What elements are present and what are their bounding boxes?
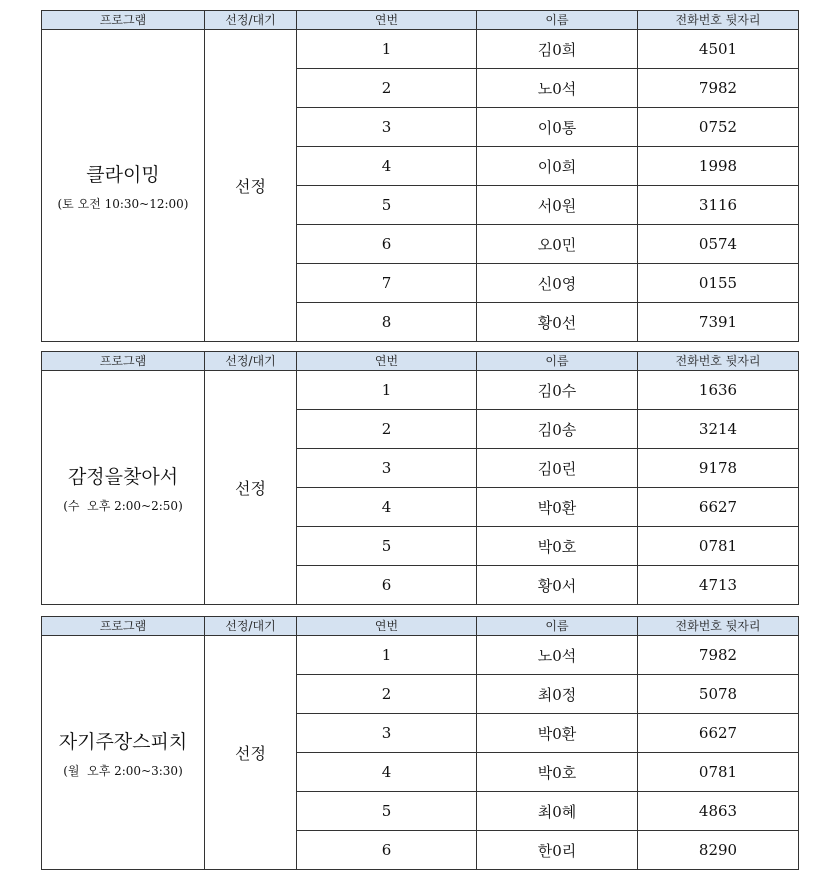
- table-header-row: [42, 352, 799, 371]
- row-name: 최0정: [477, 675, 638, 714]
- row-name: 한0리: [477, 831, 638, 870]
- row-phone: 5078: [638, 675, 799, 714]
- row-number: 8: [297, 303, 477, 342]
- table-row: [42, 636, 799, 675]
- row-phone: 6627: [638, 488, 799, 527]
- row-phone: 3116: [638, 186, 799, 225]
- row-number: 4: [297, 488, 477, 527]
- program-table-speech: [41, 616, 799, 870]
- row-number: 1: [297, 30, 477, 69]
- row-phone: 7391: [638, 303, 799, 342]
- row-phone: 4501: [638, 30, 799, 69]
- header-number: 연번: [297, 617, 477, 636]
- row-phone: 1636: [638, 371, 799, 410]
- program-time: (월 오후 2:00~3:30): [63, 763, 183, 778]
- row-number: 2: [297, 410, 477, 449]
- header-name: 이름: [477, 617, 638, 636]
- program-time: (토 오전 10:30~12:00): [57, 196, 189, 211]
- row-name: 최0혜: [477, 792, 638, 831]
- row-phone: 3214: [638, 410, 799, 449]
- table-row: [42, 371, 799, 410]
- row-phone: 1998: [638, 147, 799, 186]
- row-number: 1: [297, 636, 477, 675]
- row-phone: 4863: [638, 792, 799, 831]
- program-cell: [42, 371, 205, 605]
- row-name: 이0통: [477, 108, 638, 147]
- row-number: 3: [297, 449, 477, 488]
- row-phone: 0781: [638, 527, 799, 566]
- table-header-row: [42, 11, 799, 30]
- header-program: 프로그램: [42, 617, 205, 636]
- row-name: 오0민: [477, 225, 638, 264]
- header-phone: 전화번호 뒷자리: [638, 352, 799, 371]
- program-title: 자기주장스피치: [58, 730, 188, 753]
- row-number: 3: [297, 714, 477, 753]
- row-name: 노0석: [477, 636, 638, 675]
- row-name: 황0선: [477, 303, 638, 342]
- row-number: 6: [297, 831, 477, 870]
- row-number: 5: [297, 527, 477, 566]
- row-number: 6: [297, 225, 477, 264]
- row-number: 4: [297, 147, 477, 186]
- table-header-row: [42, 617, 799, 636]
- header-number: 연번: [297, 11, 477, 30]
- row-number: 7: [297, 264, 477, 303]
- program-table-climbing: [41, 10, 799, 342]
- row-number: 4: [297, 753, 477, 792]
- row-phone: 0155: [638, 264, 799, 303]
- row-number: 5: [297, 186, 477, 225]
- row-phone: 0752: [638, 108, 799, 147]
- header-program: 프로그램: [42, 11, 205, 30]
- row-phone: 0574: [638, 225, 799, 264]
- header-number: 연번: [297, 352, 477, 371]
- header-phone: 전화번호 뒷자리: [638, 617, 799, 636]
- row-number: 2: [297, 675, 477, 714]
- row-name: 김0린: [477, 449, 638, 488]
- row-name: 김0송: [477, 410, 638, 449]
- program-cell: [42, 30, 205, 342]
- row-name: 박0호: [477, 753, 638, 792]
- header-status: 선정/대기: [205, 352, 297, 371]
- row-number: 1: [297, 371, 477, 410]
- row-phone: 9178: [638, 449, 799, 488]
- row-phone: 4713: [638, 566, 799, 605]
- row-name: 신0영: [477, 264, 638, 303]
- program-title: 클라이밍: [86, 163, 160, 186]
- header-phone: 전화번호 뒷자리: [638, 11, 799, 30]
- header-program: 프로그램: [42, 352, 205, 371]
- row-name: 박0호: [477, 527, 638, 566]
- status-cell: 선정: [205, 636, 297, 870]
- header-name: 이름: [477, 11, 638, 30]
- row-name: 박0환: [477, 488, 638, 527]
- program-cell: [42, 636, 205, 870]
- table-row: [42, 30, 799, 69]
- row-name: 김0수: [477, 371, 638, 410]
- header-status: 선정/대기: [205, 11, 297, 30]
- row-name: 이0희: [477, 147, 638, 186]
- row-name: 서0원: [477, 186, 638, 225]
- row-number: 2: [297, 69, 477, 108]
- row-number: 5: [297, 792, 477, 831]
- program-table-emotion: [41, 351, 799, 605]
- row-phone: 7982: [638, 69, 799, 108]
- row-name: 김0희: [477, 30, 638, 69]
- row-name: 황0서: [477, 566, 638, 605]
- row-phone: 7982: [638, 636, 799, 675]
- row-name: 박0환: [477, 714, 638, 753]
- status-cell: 선정: [205, 30, 297, 342]
- row-number: 6: [297, 566, 477, 605]
- row-phone: 8290: [638, 831, 799, 870]
- header-name: 이름: [477, 352, 638, 371]
- row-phone: 0781: [638, 753, 799, 792]
- program-title: 감정을찾아서: [67, 465, 179, 488]
- row-phone: 6627: [638, 714, 799, 753]
- row-name: 노0석: [477, 69, 638, 108]
- row-number: 3: [297, 108, 477, 147]
- program-time: (수 오후 2:00~2:50): [63, 498, 183, 513]
- status-cell: 선정: [205, 371, 297, 605]
- header-status: 선정/대기: [205, 617, 297, 636]
